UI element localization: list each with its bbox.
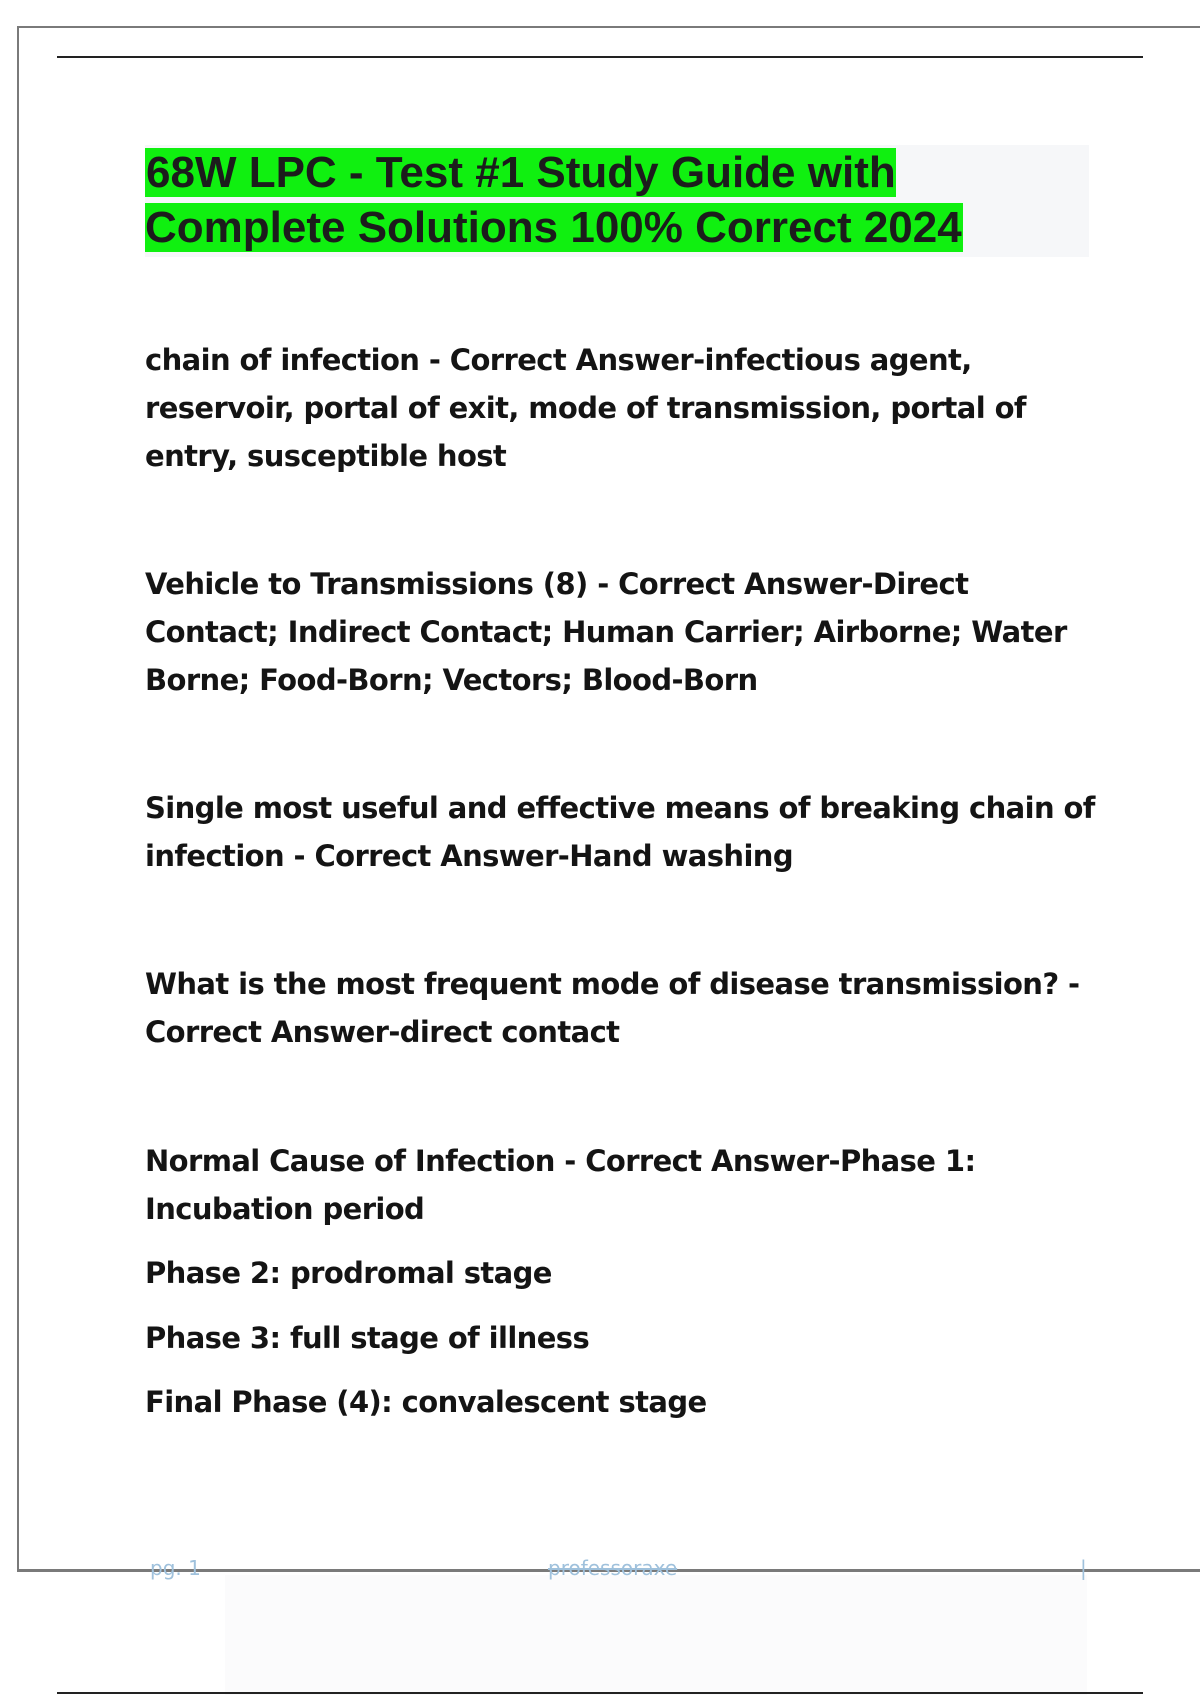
- header-rule: [57, 56, 1143, 58]
- footer-author: professoraxe: [548, 1556, 678, 1580]
- qa-entry-frequent-mode: What is the most frequent mode of disease transmission? - Correct Answer-direct contact: [145, 967, 1080, 1049]
- document-title: [145, 145, 1089, 255]
- title-highlight: 68W LPC - Test #1 Study Guide with Complete Solutions 100% Correct 2024: [145, 148, 962, 252]
- title-block: [145, 145, 1089, 257]
- footer-page-number: pg. 1: [150, 1556, 201, 1580]
- final-phase-line: Final Phase (4): convalescent stage: [145, 1385, 707, 1419]
- qa-entry-breaking-chain: Single most useful and effective means of breaking chain of infection - Correct Answer-Hand washing: [145, 791, 1095, 873]
- qa-entry-normal-cause: Normal Cause of Infection - Correct Answer-Phase 1: Incubation period: [145, 1144, 976, 1226]
- bottom-rule: [57, 1692, 1143, 1694]
- phase-3-line: Phase 3: full stage of illness: [145, 1321, 590, 1355]
- footer-marker: |: [1080, 1556, 1087, 1580]
- qa-entry-vehicle-to-transmissions: Vehicle to Transmissions (8) - Correct Answer-Direct Contact; Indirect Contact; Human Carrier; Airborne; Water Borne; Food-Born; Vectors; Blood-Born: [145, 567, 1067, 697]
- footer-band: [225, 1575, 1087, 1695]
- qa-entry-chain-of-infection: chain of infection - Correct Answer-infectious agent, reservoir, portal of exit, mode of transmission, portal of entry, susceptible host: [145, 343, 1026, 473]
- phase-2-line: Phase 2: prodromal stage: [145, 1256, 552, 1290]
